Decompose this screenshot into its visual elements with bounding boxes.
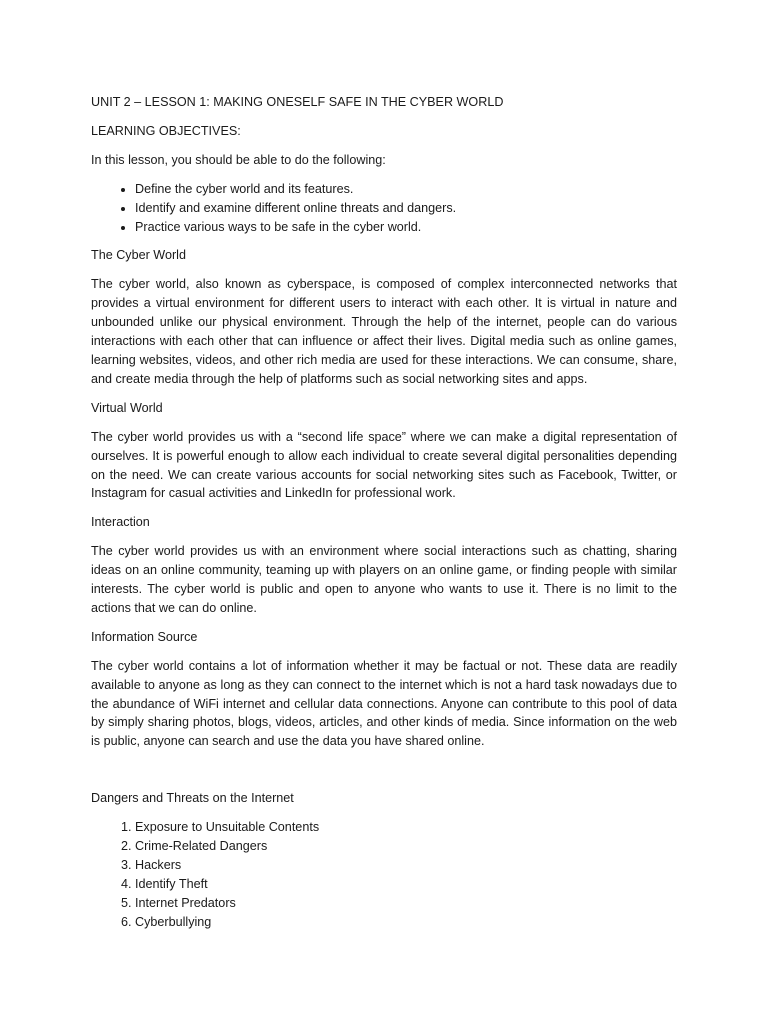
- dangers-heading: Dangers and Threats on the Internet: [91, 791, 294, 806]
- objectives-list: [91, 180, 677, 237]
- section-body-virtual-world: The cyber world provides us with a “second life space” where we can make a digital representation of ourselves. It is powerful enough to allow each individual to create several digital personalities depending on the need. We can create various accounts for social networking sites such as Facebook, Twitter, or Instagram for casual activities and LinkedIn for professional work.: [91, 429, 677, 501]
- section-heading-information-source: Information Source: [91, 629, 198, 644]
- section-heading-cyber-world: The Cyber World: [91, 248, 186, 263]
- section-body-interaction: The cyber world provides us with an environment where social interactions such as chatting, sharing ideas on an online community, teaming up with players on an online game, or finding people with similar interests. The cyber world is public and open to anyone who wants to use it. There is no limit to the actions that we can do online.: [91, 544, 677, 615]
- danger-item: 2. Crime-Related Dangers: [135, 837, 677, 856]
- dangers-list: [91, 818, 677, 931]
- intro-text: In this lesson, you should be able to do the following:: [91, 152, 386, 167]
- section-body-cyber-world: The cyber world, also known as cyberspace, is composed of complex interconnected networks that provides a virtual environment for different users to interact with each other. It is virtual in nature and unbounded unlike our physical environment. Through the help of the internet, people can do various interactions with each other that can influence or affect their lives. Digital media such as online games, learning websites, videos, and other rich media are used for these interactions. We can consume, share, and create media through the help of platforms such as social networking sites and apps.: [91, 277, 677, 386]
- section-heading-virtual-world: Virtual World: [91, 400, 163, 415]
- section-body-information-source: The cyber world contains a lot of information whether it may be factual or not. These data are readily available to anyone as long as they can connect to the internet which is not a hard task nowadays due to the abundance of WiFi internet and cellular data connections. Anyone can contribute to this pool of data by simply sharing photos, blogs, videos, articles, and other kinds of media. Since information on the web is public, anyone can search and use the data you have shared online.: [91, 658, 677, 749]
- objectives-heading: LEARNING OBJECTIVES:: [91, 123, 241, 138]
- page-title: UNIT 2 – LESSON 1: MAKING ONESELF SAFE IN THE CYBER WORLD: [91, 95, 504, 109]
- danger-item: 4. Identify Theft: [135, 875, 677, 894]
- section-heading-interaction: Interaction: [91, 515, 150, 530]
- danger-item: 6. Cyberbullying: [135, 913, 677, 932]
- document-page: [91, 93, 677, 942]
- objective-item: • Practice various ways to be safe in the cyber world.: [135, 218, 677, 237]
- spacer: [91, 761, 677, 789]
- danger-item: 1. Exposure to Unsuitable Contents: [135, 818, 677, 837]
- objective-item: • Identify and examine different online threats and dangers.: [135, 199, 677, 218]
- danger-item: 5. Internet Predators: [135, 894, 677, 913]
- objective-item: • Define the cyber world and its features.: [135, 180, 677, 199]
- danger-item: 3. Hackers: [135, 856, 677, 875]
